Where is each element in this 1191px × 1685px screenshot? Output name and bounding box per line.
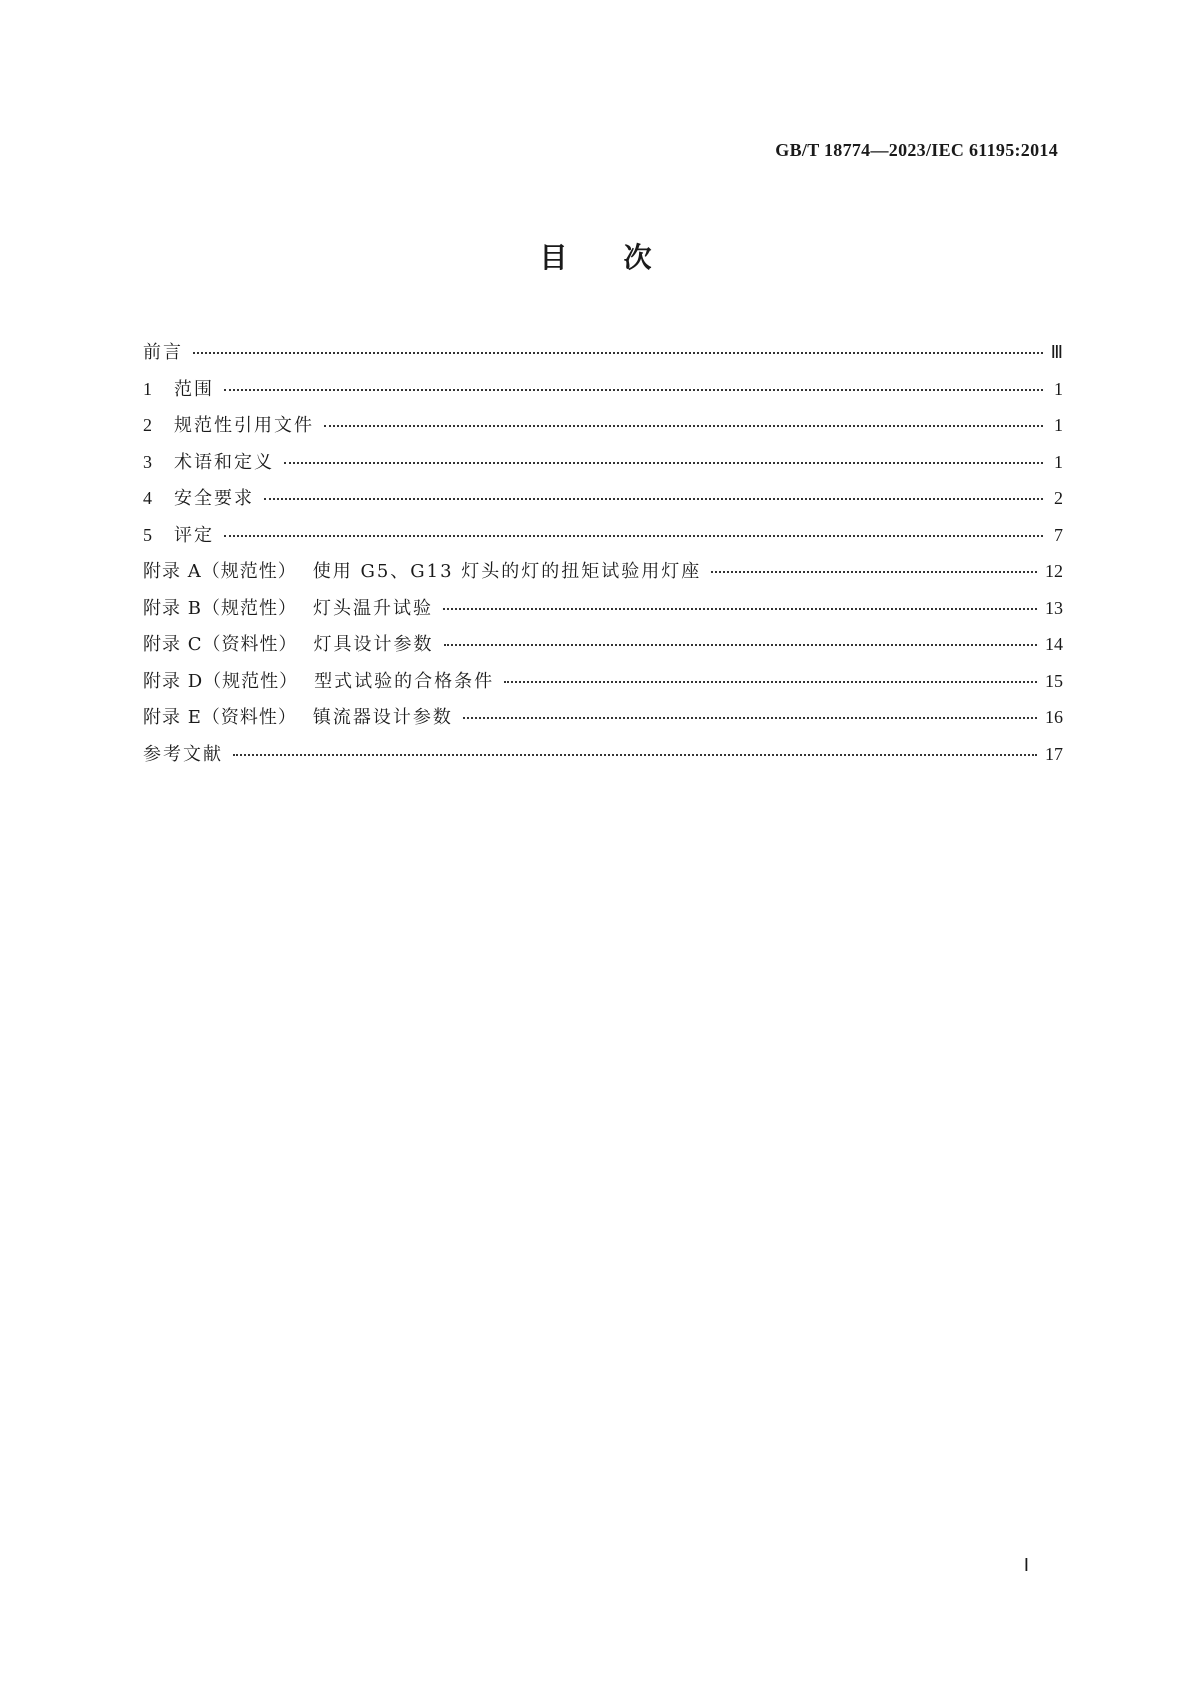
toc-entry-number: 3 <box>143 451 152 472</box>
toc-leader-dots <box>324 425 1043 427</box>
toc-entry-label: 灯具设计参数 <box>313 634 434 655</box>
toc-entry-foreword[interactable] <box>143 340 1063 377</box>
toc-entry-label: 术语和定义 <box>174 451 274 473</box>
toc-entry-label: 使用 G5、G13 灯头的灯的扭矩试验用灯座 <box>312 561 702 582</box>
toc-leader-dots <box>224 535 1043 537</box>
toc-entry-label: 评定 <box>174 524 214 546</box>
toc-leader-dots <box>443 608 1037 610</box>
toc-entry-label: 范围 <box>174 378 214 400</box>
page-number: Ⅰ <box>1023 1555 1029 1575</box>
toc-annex-prefix: 附录 D（规范性） <box>143 670 299 692</box>
toc-leader-dots <box>504 681 1037 683</box>
toc-entry-safety-requirements[interactable] <box>143 486 1063 523</box>
toc-entry-page: 7 <box>1054 524 1063 545</box>
standard-number: GB/T 18774—2023/IEC 61195:2014 <box>775 140 1058 160</box>
toc-entry-page: 13 <box>1045 597 1063 618</box>
toc-leader-dots <box>233 754 1037 756</box>
toc-entry-annex-a[interactable] <box>143 559 1063 596</box>
toc-entry-normative-references[interactable] <box>143 413 1063 450</box>
table-of-contents <box>143 340 1063 778</box>
toc-entry-page: 1 <box>1054 451 1063 472</box>
toc-annex-prefix: 附录 A（规范性） <box>143 561 297 582</box>
toc-entry-annex-e[interactable] <box>143 705 1063 742</box>
toc-annex-prefix: 附录 C（资料性） <box>143 634 298 655</box>
toc-annex-prefix: 附录 B（规范性） <box>143 597 297 619</box>
toc-entry-page: 12 <box>1045 561 1063 581</box>
toc-entry-label: 前言 <box>143 342 183 363</box>
toc-leader-dots <box>444 644 1038 646</box>
toc-entry-page: 17 <box>1045 743 1063 764</box>
toc-entry-number: 2 <box>143 415 152 435</box>
toc-entry-page: Ⅲ <box>1050 342 1063 362</box>
toc-entry-number: 1 <box>143 378 152 399</box>
toc-entry-number: 4 <box>143 488 152 508</box>
toc-entry-number: 5 <box>143 524 152 545</box>
toc-entry-label: 灯头温升试验 <box>312 597 433 619</box>
toc-entry-label: 镇流器设计参数 <box>312 707 453 728</box>
toc-title: 目次 <box>539 241 708 274</box>
toc-entry-bibliography[interactable] <box>143 742 1063 779</box>
toc-entry-terms[interactable] <box>143 450 1063 487</box>
toc-entry-assessment[interactable] <box>143 523 1063 560</box>
toc-entry-label: 型式试验的合格条件 <box>314 670 495 692</box>
toc-entry-page: 14 <box>1045 634 1063 654</box>
toc-entry-label: 参考文献 <box>143 743 223 765</box>
toc-entry-page: 1 <box>1054 378 1063 399</box>
toc-entry-page: 15 <box>1045 670 1063 691</box>
toc-entry-label: 安全要求 <box>174 488 254 509</box>
toc-entry-page: 2 <box>1054 488 1063 508</box>
toc-leader-dots <box>264 498 1043 500</box>
toc-entry-label: 规范性引用文件 <box>174 415 314 436</box>
toc-entry-annex-b[interactable] <box>143 596 1063 633</box>
toc-entry-page: 1 <box>1054 415 1063 435</box>
toc-entry-scope[interactable] <box>143 377 1063 414</box>
toc-entry-page: 16 <box>1045 707 1063 727</box>
toc-annex-prefix: 附录 E（资料性） <box>143 707 297 728</box>
toc-leader-dots <box>193 352 1043 354</box>
toc-entry-annex-d[interactable] <box>143 669 1063 706</box>
toc-leader-dots <box>284 462 1043 464</box>
toc-leader-dots <box>711 571 1037 573</box>
toc-leader-dots <box>224 389 1043 391</box>
toc-entry-annex-c[interactable] <box>143 632 1063 669</box>
toc-leader-dots <box>463 717 1037 719</box>
